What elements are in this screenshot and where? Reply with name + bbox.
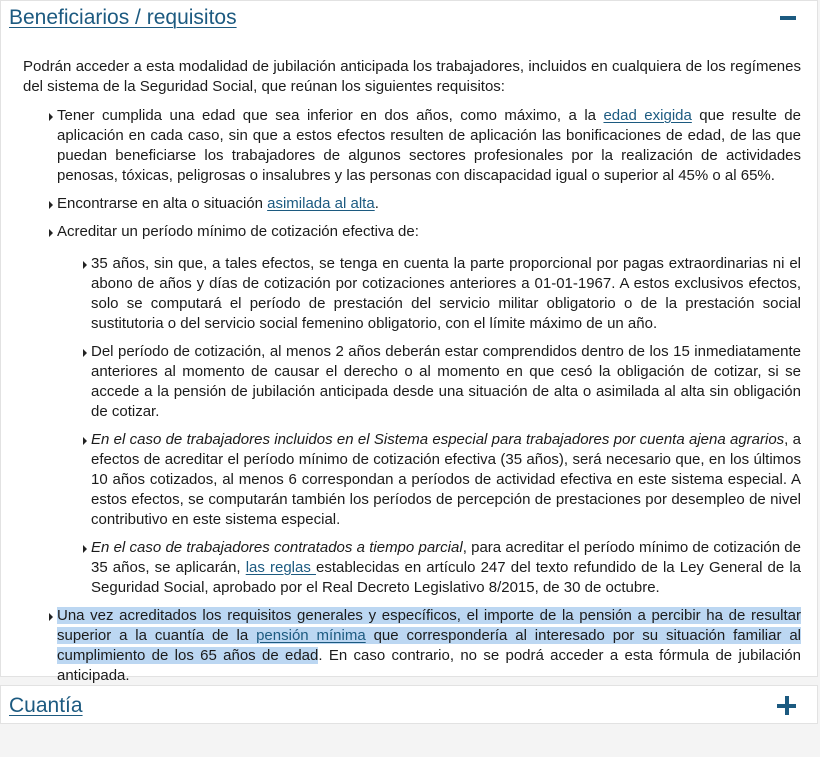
section-beneficiarios-header[interactable] xyxy=(1,1,817,35)
pension-minima-link[interactable]: pensión mínima xyxy=(256,627,366,644)
sub-list-item: Del período de cotización, al menos 2 años deberán estar comprendidos dentro de los 15 inmediatamente anteriores al momento de causar el derecho o al momento en que cesó la obligación de cotizar, si se accede a la pensión de jubilación anticipada desde una situación de alta o asimilada al alta sin obligación de cotizar. xyxy=(91,342,801,422)
bullet-triangle-icon xyxy=(49,113,53,121)
bullet-triangle-icon xyxy=(83,437,87,445)
requirements-list xyxy=(23,106,801,686)
expand-plus-icon[interactable] xyxy=(777,696,796,715)
list-item: Acreditar un período mínimo de cotización efectiva de: 35 años, sin que, a tales efectos, se tenga en cuenta la parte proporcional por pagas extraordinarias ni el abono de años y días de cotización por cotizaciones anteriores a 01-01-1967. A estos exclusivos efectos, solo se computará el período de prestación del servicio militar obligatorio o de la prestación social sustitutoria o del servicio social femenino obligatorio, con el límite máximo de un año. Del período de cotización, al menos 2 años deberán estar comprendidos dentro de los 15 inmediatamente anteriores al momento de causar el derecho o al momento en que cesó la obligación de cotizar, si se accede a la pensión de jubilación anticipada desde una situación de alta o asimilada al alta sin obligación de cotizar. En el caso de trabajadores incluidos en el Sistema especial para trabajadores por cuenta ajena agrarios, a efectos de acreditar el período mínimo de cotización efectiva (35 años), será necesario que, en los últimos 10 años cotizados, al menos 6 correspondan a períodos de actividad efectiva en este sistema especial. A estos efectos, se computarán también los períodos de percepción de prestaciones por desempleo de nivel contributivo en este sistema especial. En el caso de trabajadores contratados a tiempo parcial, para acreditar el período mínimo de cotización de 35 años, se aplicarán, las reglas establecidas en artículo 247 del texto refundido de la Ley General de la Seguridad Social, aprobado por el Real Decreto Legislativo 8/2015, de 30 de octubre. xyxy=(57,222,801,598)
bullet-triangle-icon xyxy=(83,545,87,553)
sub-list-item: En el caso de trabajadores incluidos en el Sistema especial para trabajadores por cuenta ajena agrarios, a efectos de acreditar el período mínimo de cotización efectiva (35 años), será necesario que, en los últimos 10 años cotizados, al menos 6 correspondan a períodos de actividad efectiva en este sistema especial. A estos efectos, se computarán también los períodos de percepción de prestaciones por desempleo de nivel contributivo en este sistema especial. xyxy=(91,430,801,530)
bullet-triangle-icon xyxy=(83,349,87,357)
bullet-triangle-icon xyxy=(83,261,87,269)
list-item: Tener cumplida una edad que sea inferior en dos años, como máximo, a la edad exigida que resulte de aplicación en cada caso, sin que a estos efectos resulten de aplicación las bonificaciones de edad, de las que puedan beneficiarse los trabajadores de algunos sectores profesionales por la realización de actividades penosas, tóxicas, peligrosas o insalubres y las personas con discapacidad igual o superior al 45% o al 65%. xyxy=(57,106,801,186)
sub-list-item: En el caso de trabajadores contratados a tiempo parcial, para acreditar el período mínimo de cotización de 35 años, se aplicarán, las reglas establecidas en artículo 247 del texto refundido de la Ley General de la Seguridad Social, aprobado por el Real Decreto Legislativo 8/2015, de 30 de octubre. xyxy=(91,538,801,598)
collapse-minus-icon[interactable] xyxy=(780,16,796,20)
section-beneficiarios-content xyxy=(23,57,801,694)
las-reglas-link[interactable]: las reglas xyxy=(245,559,316,576)
list-item: Encontrarse en alta o situación asimilada al alta. xyxy=(57,194,801,214)
sub-list-item: 35 años, sin que, a tales efectos, se tenga en cuenta la parte proporcional por pagas extraordinarias ni el abono de años y días de cotización por cotizaciones anteriores a 01-01-1967. A estos exclusivos efectos, solo se computará el período de prestación del servicio militar obligatorio o de la prestación social sustitutoria o del servicio social femenino obligatorio, con el límite máximo de un año. xyxy=(91,254,801,334)
list-item: Una vez acreditados los requisitos generales y específicos, el importe de la pensión a percibir ha de resultar superior a la cuantía de la pensión mínima que correspondería al interesado por su situación familiar al cumplimiento de los 65 años de edad. En caso contrario, no se podrá acceder a esta fórmula de jubilación anticipada. xyxy=(57,606,801,686)
bullet-triangle-icon xyxy=(49,229,53,237)
section-cuantia-title[interactable]: Cuantía xyxy=(9,694,83,717)
section-beneficiarios-title[interactable]: Beneficiarios / requisitos xyxy=(9,6,237,29)
edad-exigida-link[interactable]: edad exigida xyxy=(603,107,692,124)
section-cuantia[interactable] xyxy=(0,685,818,724)
cotizacion-sublist xyxy=(57,254,801,598)
bullet-triangle-icon xyxy=(49,201,53,209)
asimilada-al-alta-link[interactable]: asimilada al alta xyxy=(267,195,375,212)
bullet-triangle-icon xyxy=(49,613,53,621)
intro-paragraph: Podrán acceder a esta modalidad de jubilación anticipada los trabajadores, incluidos en cualquiera de los regímenes del sistema de la Seguridad Social, que reúnan los siguientes requisitos: xyxy=(23,58,801,95)
